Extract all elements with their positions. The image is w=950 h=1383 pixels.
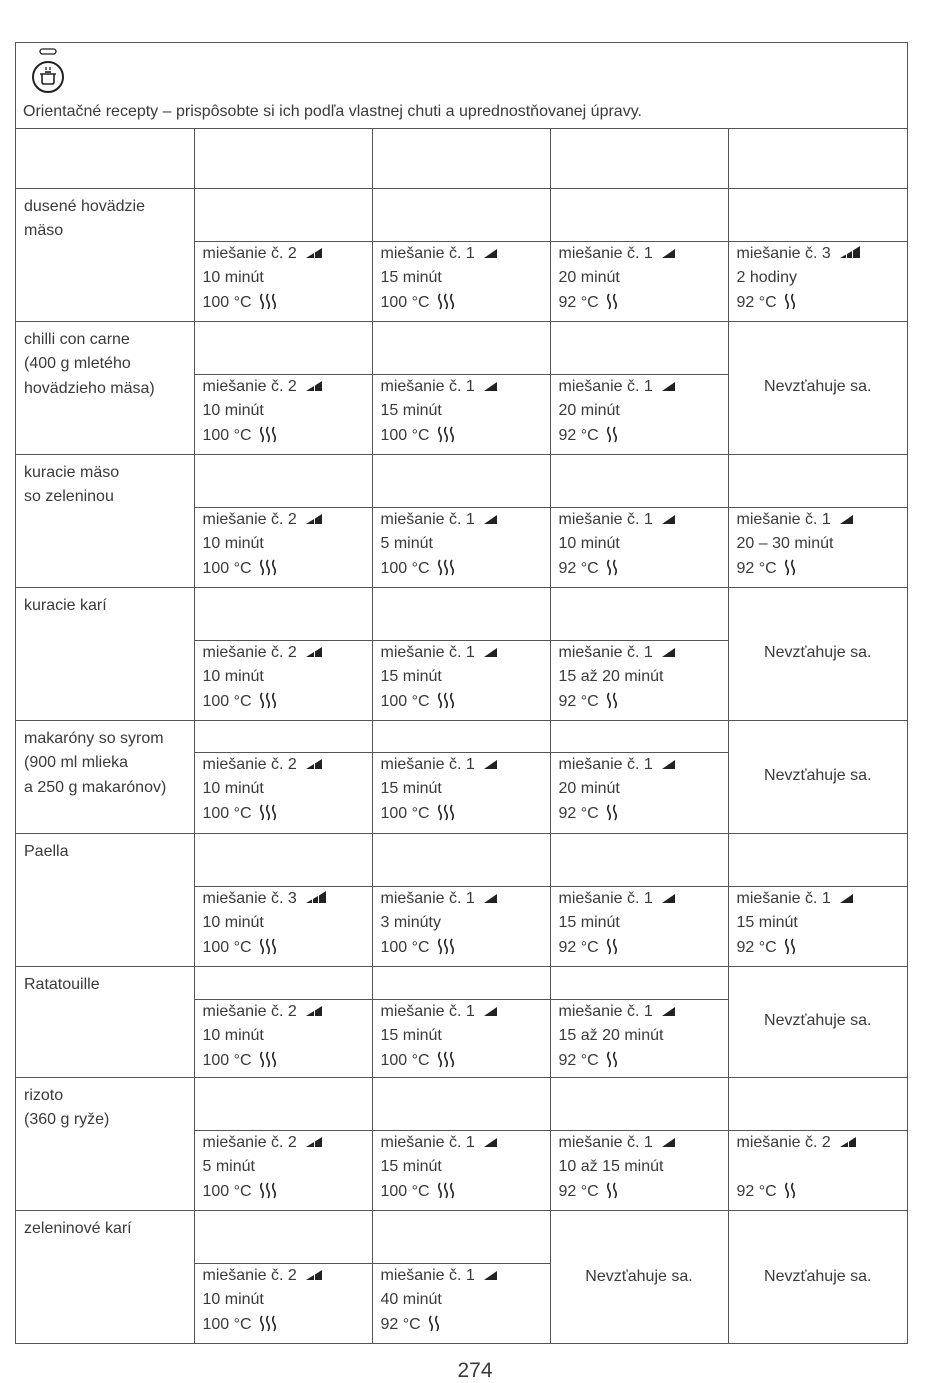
heat-level-3-icon [258,559,278,576]
temperature: 100 °C [203,936,364,961]
speed-level-2-icon [305,378,327,392]
empty-cell [728,188,907,241]
cooking-pot-icon [23,46,73,96]
stir-setting: miešanie č. 2 [203,641,364,666]
recipe-name [16,188,194,321]
setting-cell [372,241,550,321]
recipe-name-line: a 250 g makarónov) [24,778,167,796]
heat-level-3-icon [436,804,456,821]
table-row [16,321,907,374]
recipe-name [16,321,194,454]
setting-cell [194,241,372,321]
column-header [728,129,907,188]
empty-cell [728,454,907,507]
speed-level-1-icon [661,644,683,658]
recipe-name-line: zeleninové karí [24,1219,132,1237]
speed-level-1-icon [661,245,683,259]
table-row [16,587,907,640]
heat-level-3-icon [436,1051,456,1068]
table-row [16,833,907,886]
recipe-name-line: rizoto [24,1086,64,1104]
setting-cell [550,752,728,833]
speed-level-1-icon [661,890,683,904]
stir-setting: miešanie č. 1 [559,242,720,267]
setting-cell [194,1130,372,1210]
stir-setting: miešanie č. 1 [381,1000,542,1025]
heat-level-3-icon [436,559,456,576]
temperature: 100 °C [381,690,542,715]
cook-time: 10 minút [558,535,620,552]
stir-setting: miešanie č. 1 [559,1000,720,1025]
speed-level-1-icon [483,1267,505,1281]
heat-level-3-icon [436,938,456,955]
setting-cell [194,507,372,587]
temperature: 100 °C [203,802,364,827]
recipe-name-line: dusené hovädzie [24,197,145,215]
recipe-name-line: hovädzieho mäsa) [24,379,155,397]
setting-cell [194,374,372,454]
setting-cell [372,507,550,587]
stir-setting: miešanie č. 1 [559,641,720,666]
setting-cell [728,241,907,321]
stir-setting: miešanie č. 1 [559,508,720,533]
temperature: 100 °C [203,1049,364,1074]
not-applicable-cell: Nevzťahuje sa. [550,1210,728,1343]
heat-level-2-icon [783,559,797,576]
empty-cell [372,966,550,999]
setting-cell [550,886,728,966]
heat-level-3-icon [258,938,278,955]
empty-cell [372,587,550,640]
speed-level-1-icon [483,644,505,658]
temperature: 92 °C [559,1180,720,1205]
speed-level-1-icon [483,1134,505,1148]
setting-cell [194,886,372,966]
stir-setting: miešanie č. 2 [737,1131,900,1156]
heat-level-2-icon [783,1182,797,1199]
heat-level-2-icon [783,938,797,955]
cook-time: 40 minút [380,1291,442,1308]
temperature: 100 °C [381,936,542,961]
empty-cell [550,321,728,374]
heat-level-3-icon [258,293,278,310]
heat-level-3-icon [436,426,456,443]
recipe-name [16,966,194,1077]
heat-level-2-icon [605,692,619,709]
speed-level-2-icon [305,1267,327,1281]
temperature: 100 °C [381,802,542,827]
cook-time: 10 minút [202,668,264,685]
speed-level-3-icon [839,245,861,259]
cook-time: 10 minút [202,1291,264,1308]
cook-time: 5 minút [380,535,433,552]
speed-level-1-icon [661,1003,683,1017]
temperature: 92 °C [737,1180,900,1205]
stir-setting: miešanie č. 2 [203,753,364,778]
stir-setting: miešanie č. 1 [381,508,542,533]
temperature: 92 °C [559,936,720,961]
temperature: 100 °C [381,291,542,316]
stir-setting: miešanie č. 1 [559,375,720,400]
empty-cell [194,454,372,507]
recipe-name-line: Paella [24,842,69,860]
recipe-name-line: (400 g mletého [24,355,131,372]
setting-cell [550,374,728,454]
setting-cell [194,999,372,1077]
cook-time: 15 minút [380,269,442,286]
empty-cell [372,1077,550,1130]
stir-setting: miešanie č. 1 [381,641,542,666]
stir-setting: miešanie č. 2 [203,1000,364,1025]
setting-cell [550,507,728,587]
speed-level-3-icon [305,890,327,904]
column-header [372,129,550,188]
empty-cell [550,966,728,999]
cook-time: 10 minút [202,402,264,419]
heat-level-2-icon [605,938,619,955]
cook-time: 5 minút [202,1158,255,1175]
temperature: 92 °C [559,802,720,827]
empty-cell [550,720,728,752]
table-row [16,188,907,241]
temperature: 92 °C [559,557,720,582]
cook-time: 20 minút [558,269,620,286]
speed-level-1-icon [661,511,683,525]
temperature: 92 °C [737,291,900,316]
temperature: 100 °C [203,1313,364,1338]
stir-setting: miešanie č. 3 [737,242,900,267]
heat-level-2-icon [605,293,619,310]
heat-level-2-icon [605,559,619,576]
cook-time: 15 minút [558,914,620,931]
temperature: 92 °C [559,1049,720,1074]
intro-text: Orientačné recepty – prispôsobte si ich podľa vlastnej chuti a uprednostňovanej úpravy. [23,103,642,120]
heat-level-2-icon [605,1051,619,1068]
heat-level-2-icon [427,1315,441,1332]
cook-time: 10 minút [202,780,264,797]
recipe-page [15,42,908,1344]
not-applicable-cell: Nevzťahuje sa. [728,321,907,454]
column-header [550,129,728,188]
temperature: 92 °C [559,690,720,715]
recipe-name-line: Ratatouille [24,975,100,993]
speed-level-2-icon [839,1134,861,1148]
setting-cell [194,752,372,833]
heat-level-2-icon [605,426,619,443]
setting-cell [372,752,550,833]
empty-cell [550,1077,728,1130]
not-applicable-cell: Nevzťahuje sa. [728,1210,907,1343]
temperature: 100 °C [381,557,542,582]
cook-time: 2 hodiny [736,269,797,286]
temperature: 100 °C [203,291,364,316]
empty-cell [372,1210,550,1263]
stir-setting: miešanie č. 2 [203,375,364,400]
recipe-name [16,833,194,966]
stir-setting: miešanie č. 1 [381,242,542,267]
temperature: 92 °C [737,557,900,582]
setting-cell [550,999,728,1077]
speed-level-1-icon [483,378,505,392]
setting-cell [728,507,907,587]
cook-time: 20 minút [558,402,620,419]
stir-setting: miešanie č. 2 [203,1131,364,1156]
stir-setting: miešanie č. 1 [381,375,542,400]
table-row [16,966,907,999]
recipe-name-line: (900 ml mlieka [24,754,129,771]
heat-level-3-icon [258,804,278,821]
recipe-name-line: chilli con carne [24,330,130,348]
heat-level-3-icon [436,692,456,709]
cook-time: 10 minút [202,535,264,552]
heat-level-3-icon [258,1051,278,1068]
cook-time: 15 až 20 minút [558,1027,664,1044]
setting-cell [194,1263,372,1343]
recipe-name [16,587,194,720]
recipe-name-line: kuracie mäso [24,463,120,481]
column-header [16,129,194,188]
stir-setting: miešanie č. 3 [203,887,364,912]
stir-setting: miešanie č. 2 [203,1264,364,1289]
speed-level-1-icon [483,890,505,904]
speed-level-2-icon [305,245,327,259]
speed-level-1-icon [483,511,505,525]
column-header [194,129,372,188]
cook-time: 15 minút [380,402,442,419]
stir-setting: miešanie č. 1 [381,753,542,778]
empty-cell [728,833,907,886]
cook-time: 15 minút [380,1158,442,1175]
speed-level-2-icon [305,644,327,658]
stir-setting: miešanie č. 1 [737,887,900,912]
setting-cell [194,640,372,720]
setting-cell [550,241,728,321]
page-number: 274 [457,1359,493,1382]
heat-level-2-icon [605,1182,619,1199]
empty-cell [728,1077,907,1130]
table-row [16,1077,907,1130]
empty-cell [372,321,550,374]
empty-cell [372,833,550,886]
cook-time: 10 minút [202,1027,264,1044]
heat-level-2-icon [783,293,797,310]
empty-cell [372,454,550,507]
empty-cell [372,188,550,241]
recipe-name-line: makaróny so syrom [24,729,164,747]
speed-level-1-icon [839,890,861,904]
temperature: 92 °C [737,936,900,961]
empty-cell [194,321,372,374]
not-applicable-cell: Nevzťahuje sa. [728,587,907,720]
stir-setting: miešanie č. 1 [737,508,900,533]
speed-level-2-icon [305,1003,327,1017]
heat-level-3-icon [258,692,278,709]
heat-level-3-icon [258,1315,278,1332]
recipe-name-line: (360 g ryže) [24,1111,110,1128]
empty-cell [194,188,372,241]
cook-time: 10 minút [202,269,264,286]
speed-level-1-icon [661,1134,683,1148]
setting-cell [372,640,550,720]
cook-time: 15 minút [736,914,798,931]
empty-cell [194,720,372,752]
speed-level-1-icon [661,378,683,392]
speed-level-2-icon [305,511,327,525]
cook-time: 15 minút [380,668,442,685]
stir-setting: miešanie č. 1 [381,1264,542,1289]
recipe-name-line: mäso [24,222,64,239]
temperature: 100 °C [203,424,364,449]
empty-cell [194,1210,372,1263]
recipe-name [16,454,194,587]
speed-level-2-icon [305,1134,327,1148]
heat-level-3-icon [436,293,456,310]
empty-cell [550,188,728,241]
not-applicable-cell: Nevzťahuje sa. [728,966,907,1077]
heat-level-2-icon [605,804,619,821]
temperature: 100 °C [203,690,364,715]
cook-time: 20 – 30 minút [736,535,834,552]
setting-cell [550,640,728,720]
empty-cell [194,833,372,886]
temperature: 92 °C [381,1313,542,1338]
recipe-name-line: kuracie karí [24,596,107,614]
empty-cell [550,833,728,886]
setting-cell [550,1130,728,1210]
empty-cell [194,587,372,640]
temperature: 92 °C [559,291,720,316]
stir-setting: miešanie č. 1 [381,887,542,912]
stir-setting: miešanie č. 2 [203,508,364,533]
cook-time: 15 minút [380,1027,442,1044]
temperature: 92 °C [559,424,720,449]
heat-level-3-icon [436,1182,456,1199]
stir-setting: miešanie č. 2 [203,242,364,267]
setting-cell [728,1130,907,1210]
temperature: 100 °C [381,1049,542,1074]
empty-cell [372,720,550,752]
cook-time [737,1155,900,1180]
recipe-name [16,720,194,833]
cook-time: 20 minút [558,780,620,797]
table-row [16,454,907,507]
table-row [16,720,907,752]
speed-level-1-icon [483,245,505,259]
cook-time: 15 až 20 minút [558,668,664,685]
heat-level-3-icon [258,1182,278,1199]
empty-cell [194,966,372,999]
heat-level-3-icon [258,426,278,443]
speed-level-1-icon [839,511,861,525]
setting-cell [372,1130,550,1210]
table-row [16,1210,907,1263]
cook-time: 3 minúty [380,914,441,931]
table-header-row [16,129,907,188]
empty-cell [194,1077,372,1130]
speed-level-1-icon [483,756,505,770]
stir-setting: miešanie č. 1 [559,887,720,912]
setting-cell [372,1263,550,1343]
empty-cell [550,587,728,640]
not-applicable-cell: Nevzťahuje sa. [728,720,907,833]
empty-cell [550,454,728,507]
page-header [16,43,907,129]
temperature: 100 °C [203,557,364,582]
temperature: 100 °C [203,1180,364,1205]
speed-level-2-icon [305,756,327,770]
recipe-name-line: so zeleninou [24,488,114,505]
recipe-name [16,1077,194,1210]
cook-time: 10 minút [202,914,264,931]
cook-time: 15 minút [380,780,442,797]
speed-level-1-icon [661,756,683,770]
recipe-name [16,1210,194,1343]
temperature: 100 °C [381,1180,542,1205]
setting-cell [372,374,550,454]
speed-level-1-icon [483,1003,505,1017]
setting-cell [372,999,550,1077]
temperature: 100 °C [381,424,542,449]
recipe-table [16,129,907,1343]
setting-cell [372,886,550,966]
stir-setting: miešanie č. 1 [381,1131,542,1156]
stir-setting: miešanie č. 1 [559,1131,720,1156]
setting-cell [728,886,907,966]
cook-time: 10 až 15 minút [558,1158,664,1175]
stir-setting: miešanie č. 1 [559,753,720,778]
